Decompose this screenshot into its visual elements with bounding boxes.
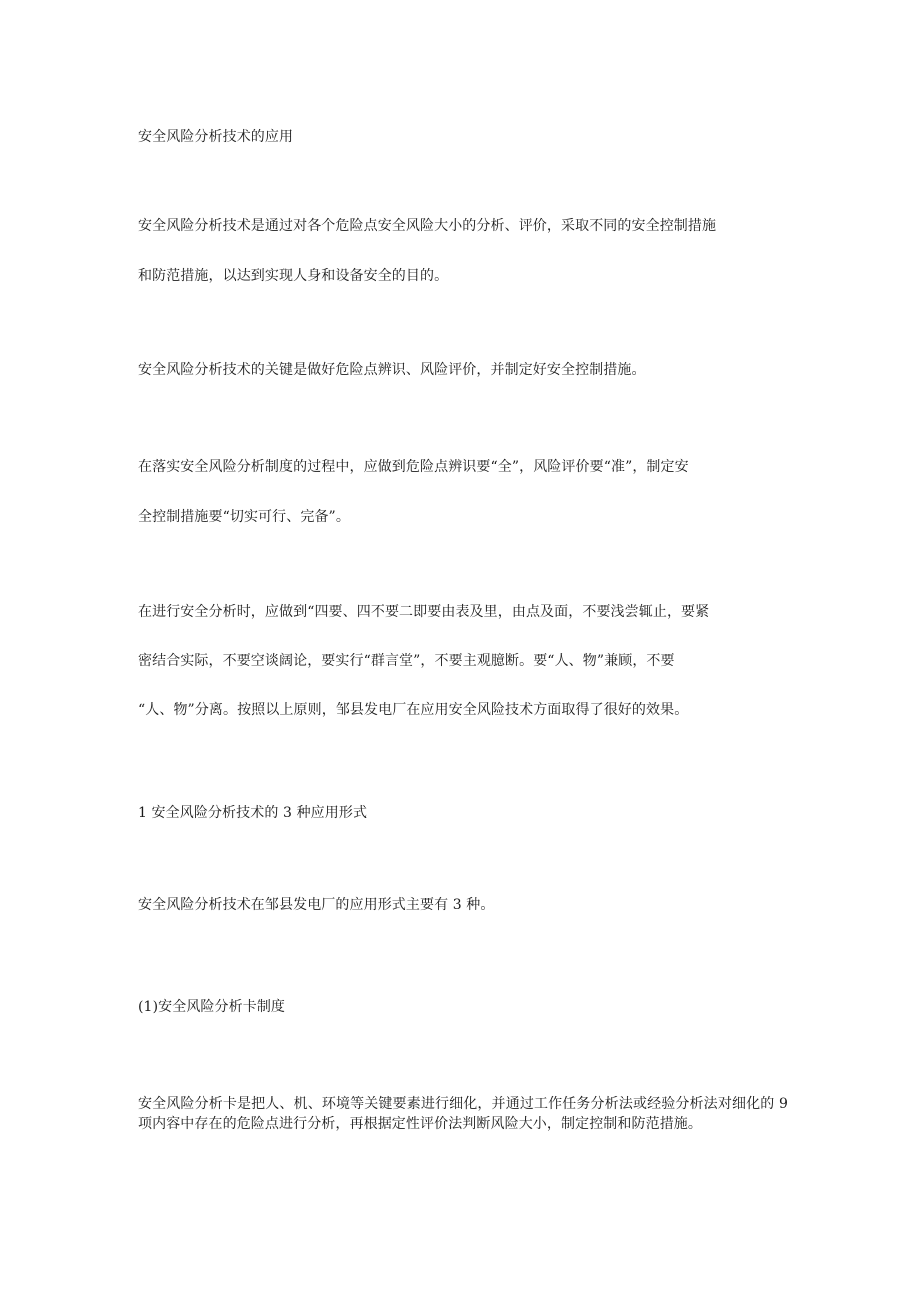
subsection-1-heading: (1)安全风险分析卡制度 <box>138 999 286 1015</box>
section-1-heading: 1 安全风险分析技术的 3 种应用形式 <box>138 805 368 821</box>
process-line-2: 全控制措施要“切实可行、完备”。 <box>138 509 350 525</box>
principle-line-3: “人、物”分离。按照以上原则，邹县发电厂在应用安全风险技术方面取得了很好的效果。 <box>138 702 689 718</box>
document-title: 安全风险分析技术的应用 <box>138 129 294 145</box>
section-1-text: 安全风险分析技术在邹县发电厂的应用形式主要有 3 种。 <box>138 897 495 913</box>
principle-line-2: 密结合实际，不要空谈阔论，要实行“群言堂”，不要主观臆断。要“人、物”兼顾，不要 <box>138 653 675 669</box>
principle-line-1: 在进行安全分析时，应做到“四要、四不要二即要由表及里，由点及面，不要浅尝辄止，要紧 <box>138 604 710 620</box>
intro-line-1: 安全风险分析技术是通过对各个危险点安全风险大小的分析、评价，采取不同的安全控制措施 <box>138 218 717 234</box>
process-line-1: 在落实安全风险分析制度的过程中，应做到危险点辨识要“全”，风险评价要“准”，制定安 <box>138 459 689 475</box>
key-point-paragraph: 安全风险分析技术的关键是做好危险点辨识、风险评价，并制定好安全控制措施。 <box>138 362 646 378</box>
subsection-1-text: 安全风险分析卡是把人、机、环境等关键要素进行细化，并通过工作任务分析法或经验分析法对细化的 9 项内容中存在的危险点进行分析，再根据定性评价法判断风险大小，制定控制和防范措施。 <box>138 1096 788 1132</box>
intro-line-2: 和防范措施，以达到实现人身和设备安全的目的。 <box>138 268 449 284</box>
